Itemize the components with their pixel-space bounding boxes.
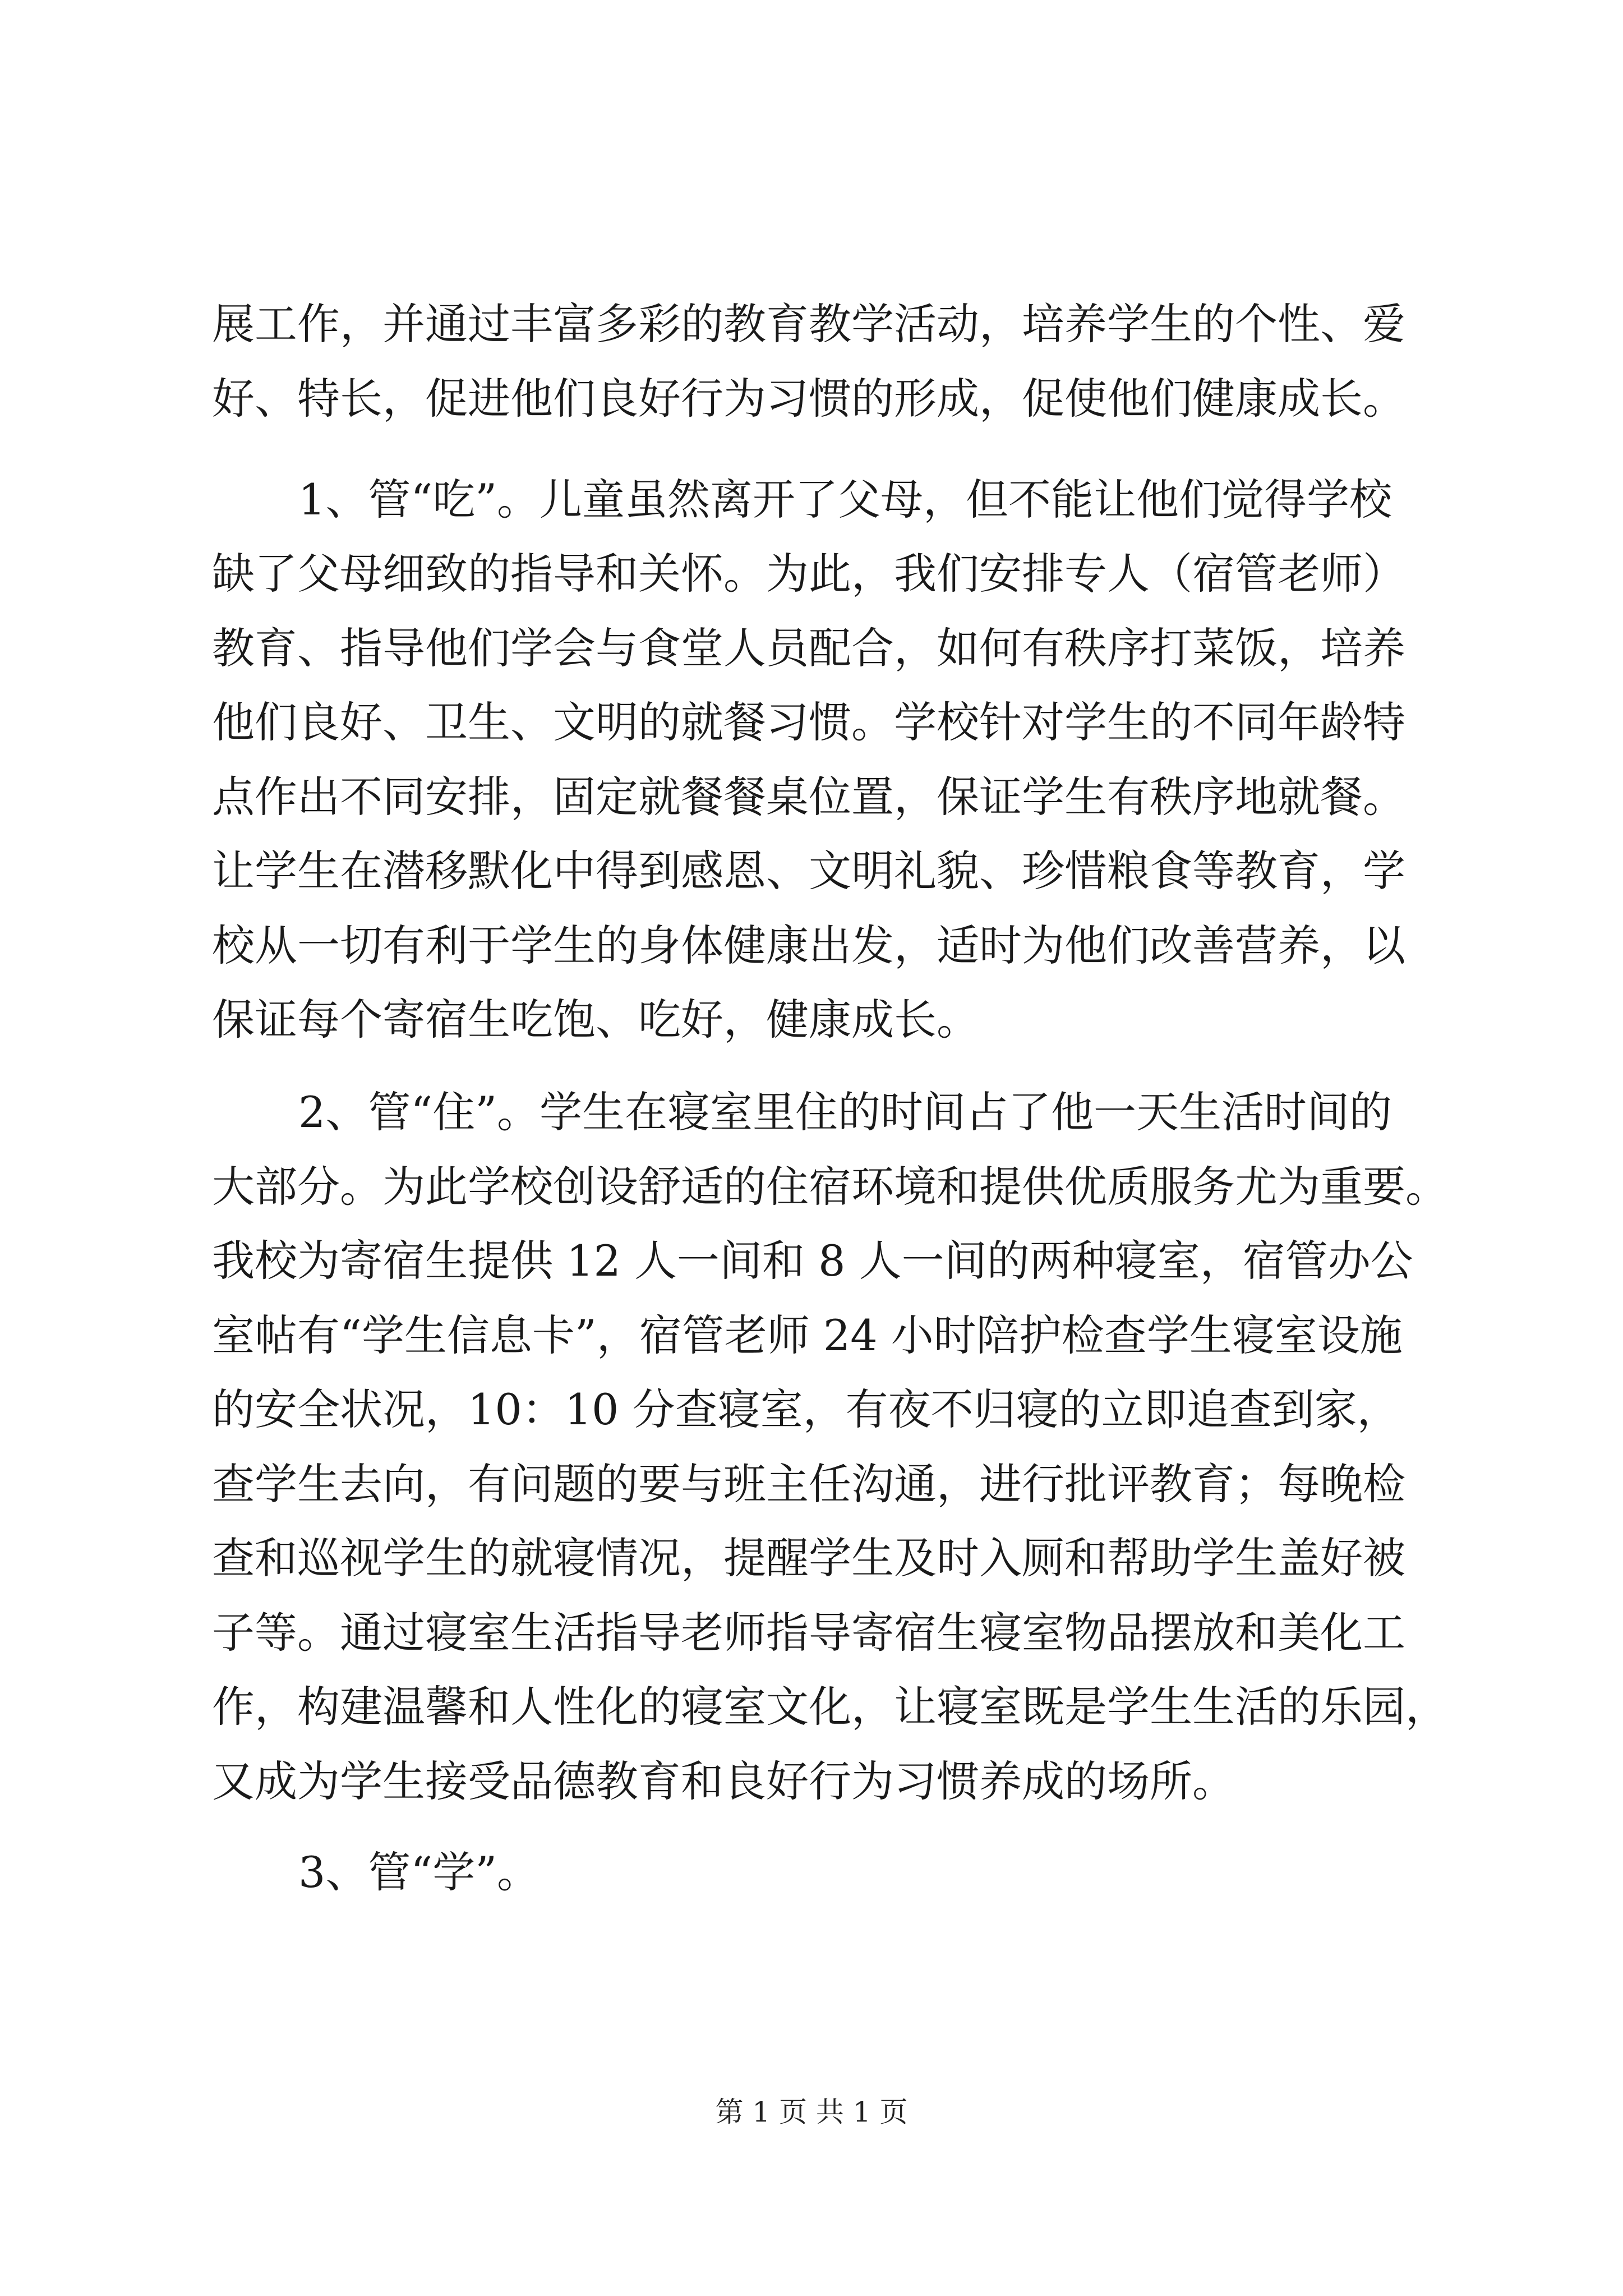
text-line: 作，构建温馨和人性化的寝室文化，让寝室既是学生生活的乐园， (212, 1682, 1448, 1732)
text-line: 室帖有“学生信息卡”，宿管老师 24 小时陪护检查学生寝室设施 (212, 1310, 1403, 1360)
text-line: 保证每个寄宿生吃饱、吃好，健康成长。 (212, 995, 979, 1045)
text-line: 又成为学生接受品德教育和良好行为习惯养成的场所。 (212, 1756, 1235, 1806)
text-line: 让学生在潜移默化中得到感恩、文明礼貌、珍惜粮食等教育，学 (212, 846, 1405, 896)
text-line: 缺了父母细致的指导和关怀。为此，我们安排专人（宿管老师） (212, 549, 1405, 599)
text-line: 点作出不同安排，固定就餐餐桌位置，保证学生有秩序地就餐。 (212, 772, 1405, 822)
text-line: 大部分。为此学校创设舒适的住宿环境和提供优质服务尤为重要。 (212, 1162, 1448, 1212)
text-line: 展工作，并通过丰富多彩的教育教学活动，培养学生的个性、爱 (212, 299, 1405, 349)
text-line: 好、特长，促进他们良好行为习惯的形成，促使他们健康成长。 (212, 374, 1405, 424)
text-line: 校从一切有利于学生的身体健康出发，适时为他们改善营养，以 (212, 921, 1405, 970)
text-line: 他们良好、卫生、文明的就餐习惯。学校针对学生的不同年龄特 (212, 697, 1405, 747)
text-line: 我校为寄宿生提供 12 人一间和 8 人一间的两种寝室，宿管办公 (212, 1236, 1413, 1286)
text-line: 子等。通过寝室生活指导老师指导寄宿生寝室物品摆放和美化工 (212, 1608, 1405, 1658)
text-line: 教育、指导他们学会与食堂人员配合，如何有秩序打菜饭，培养 (212, 623, 1405, 673)
text-line: 3、管“学”。 (298, 1847, 540, 1897)
text-line: 1、管“吃”。儿童虽然离开了父母，但不能让他们觉得学校 (298, 475, 1393, 524)
text-line: 查和巡视学生的就寝情况，提醒学生及时入厕和帮助学生盖好被 (212, 1533, 1405, 1583)
text-line: 查学生去向，有问题的要与班主任沟通，进行批评教育；每晚检 (212, 1459, 1405, 1509)
text-line: 的安全状况，10：10 分查寝室，有夜不归寝的立即追查到家， (212, 1384, 1400, 1434)
page-footer: 第 1 页 共 1 页 (715, 2096, 908, 2128)
text-line: 2、管“住”。学生在寝室里住的时间占了他一天生活时间的 (298, 1087, 1393, 1137)
